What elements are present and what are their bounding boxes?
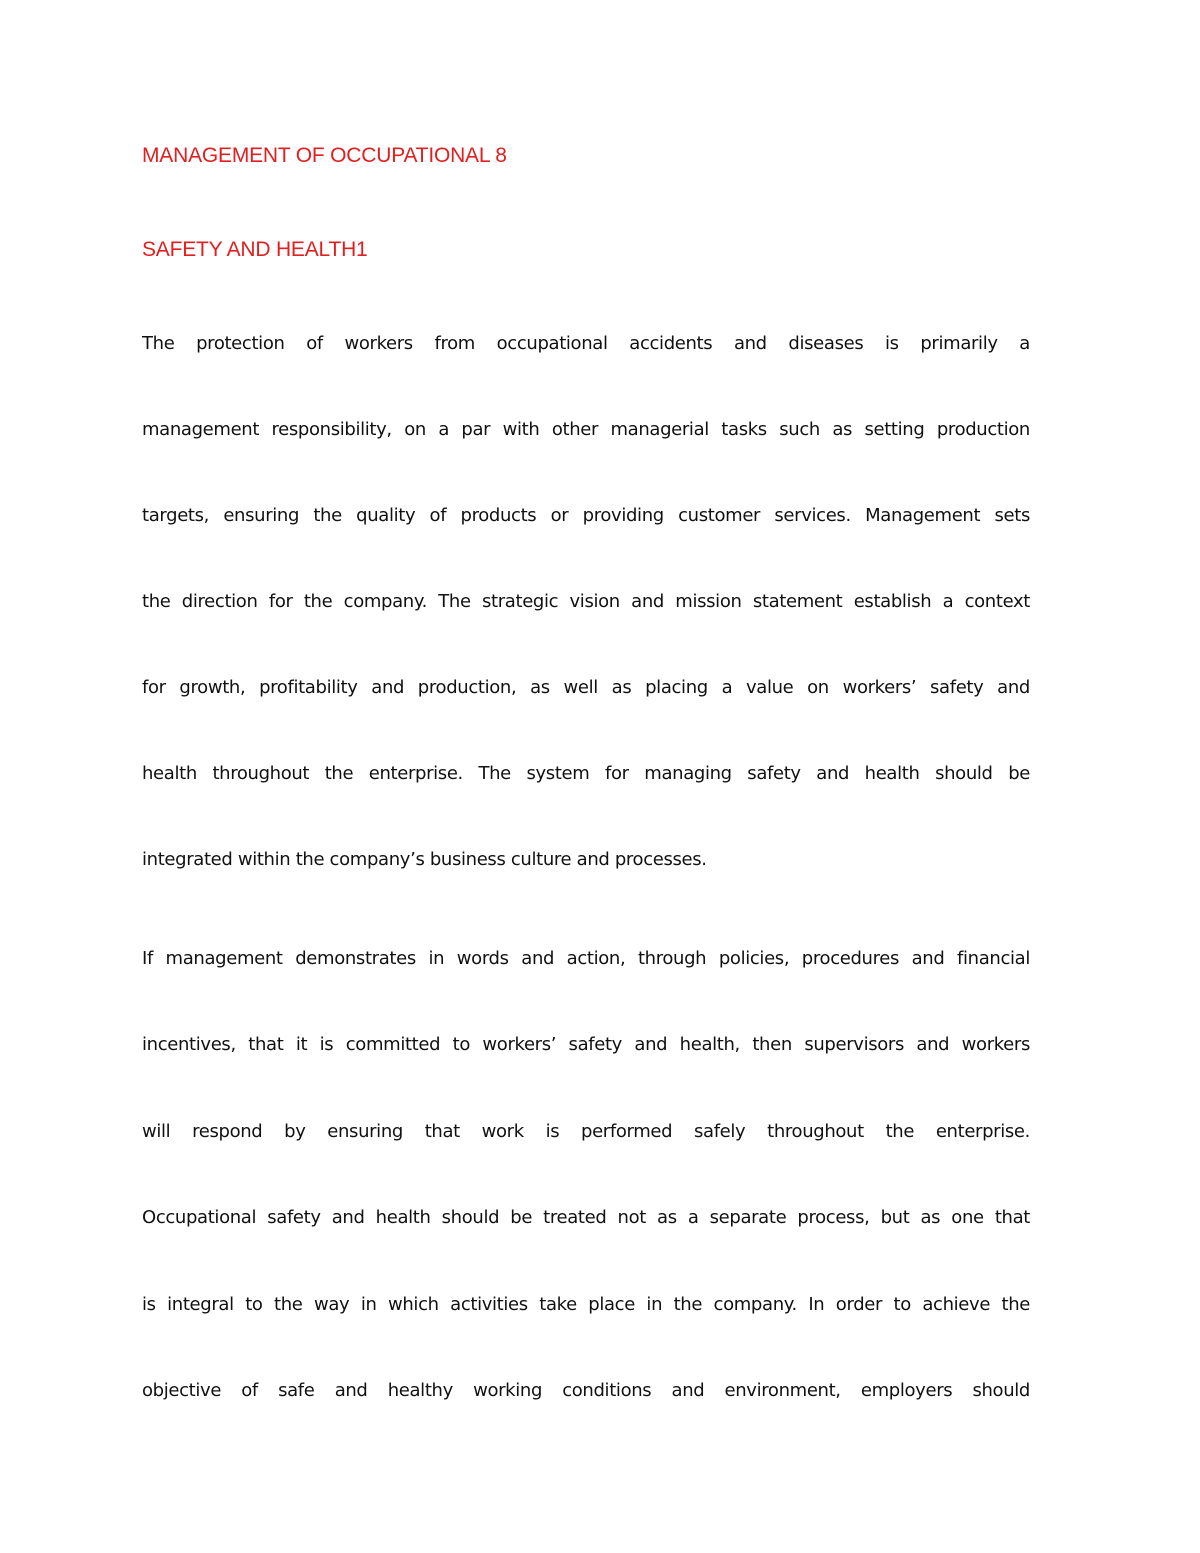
paragraph-line: will respond by ensuring that work is performed safely throughout the enterprise. — [142, 1121, 1030, 1142]
paragraph-line: health throughout the enterprise. The system for managing safety and health should be — [142, 763, 1030, 784]
paragraph-line: management responsibility, on a par with other managerial tasks such as setting production — [142, 419, 1030, 440]
paragraph-line: integrated within the company’s business culture and processes. — [142, 849, 707, 870]
paragraph-line: Occupational safety and health should be treated not as a separate process, but as one that — [142, 1207, 1030, 1228]
paragraph-line: If management demonstrates in words and action, through policies, procedures and financial — [142, 948, 1030, 969]
document-title-line-1: MANAGEMENT OF OCCUPATIONAL 8 — [142, 144, 507, 167]
document-title-line-2: SAFETY AND HEALTH1 — [142, 238, 368, 261]
paragraph-line: is integral to the way in which activities take place in the company. In order to achieve the — [142, 1294, 1030, 1315]
paragraph-line: incentives, that it is committed to workers’ safety and health, then supervisors and workers — [142, 1034, 1030, 1055]
paragraph-line: objective of safe and healthy working conditions and environment, employers should — [142, 1380, 1030, 1401]
paragraph-line: The protection of workers from occupational accidents and diseases is primarily a — [142, 333, 1030, 354]
paragraph-line: targets, ensuring the quality of products or providing customer services. Management sets — [142, 505, 1030, 526]
paragraph-line: the direction for the company. The strategic vision and mission statement establish a context — [142, 591, 1030, 612]
paragraph-line: for growth, profitability and production, as well as placing a value on workers’ safety and — [142, 677, 1030, 698]
